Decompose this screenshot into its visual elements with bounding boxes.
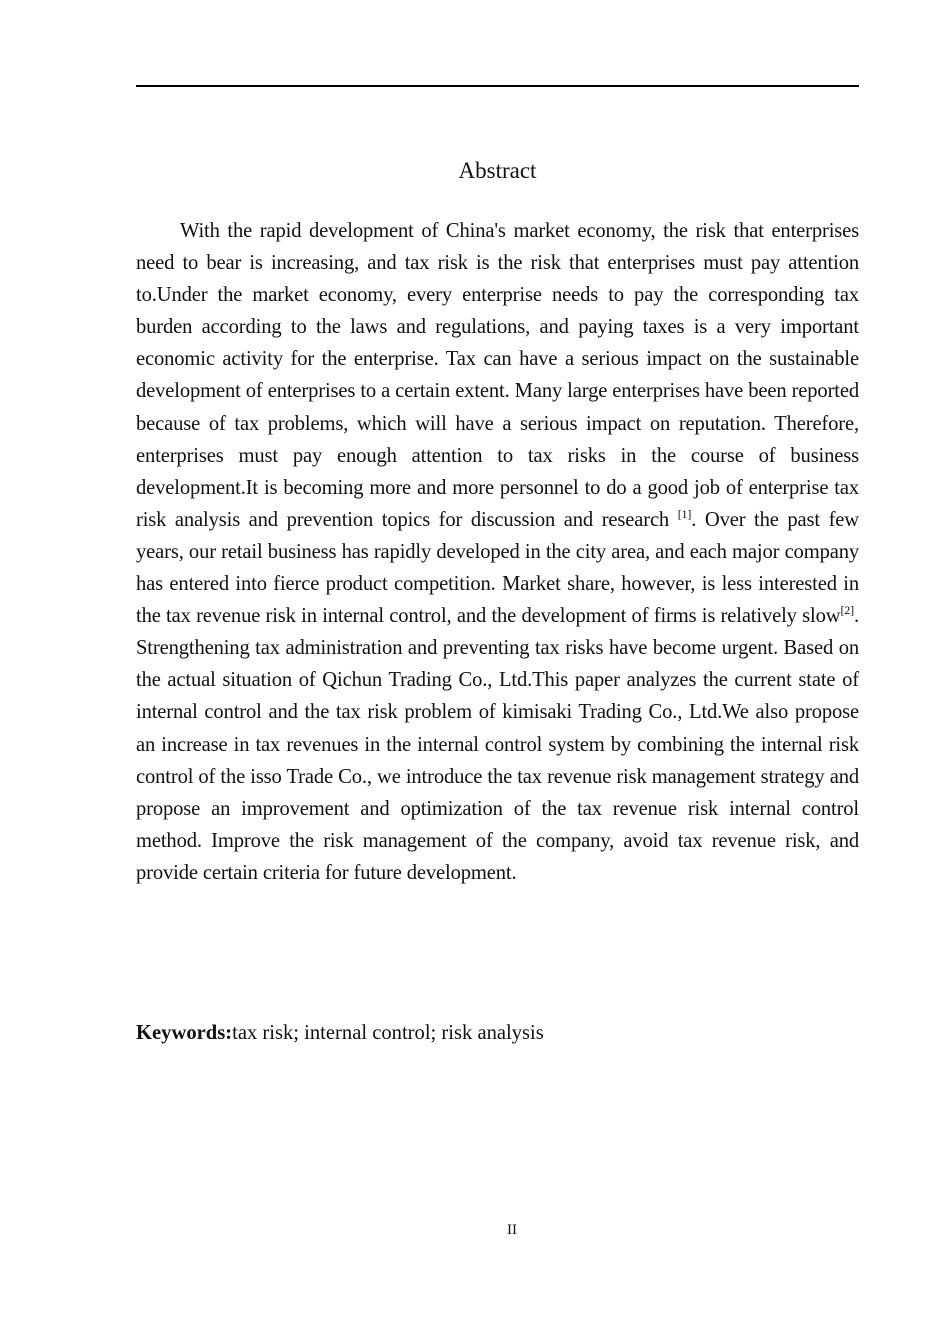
citation-1: [1] [677, 506, 692, 521]
abstract-title: Abstract [458, 158, 537, 183]
header-rule [136, 85, 859, 87]
abstract-body [136, 215, 859, 889]
keywords-label: Keywords: [136, 1022, 233, 1044]
keywords-value: tax risk; internal control; risk analysis [232, 1022, 544, 1044]
abstract-text-part-3: . Strengthening tax administration and preventing tax risks have become urgent. Based on the actual situation of Qichun Trading Co., Ltd.This paper analyzes the current state of internal control and the tax risk problem of kimisaki Trading Co., Ltd.We also propose an increase in tax revenues in the internal control system by combining the internal risk control of the isso Trade Co., we introduce the tax revenue risk management strategy and propose an improvement and optimization of the tax revenue risk internal control method. Improve the risk management of the company, avoid tax revenue risk, and provide certain criteria for future development. [136, 605, 859, 884]
abstract-text-part-2: . Over the past few years, our retail business has rapidly developed in the city area, and each major company has entered into fierce product competition. Market share, however, is less interested in the tax revenue risk in internal control, and the development of firms is relatively slow [136, 508, 859, 628]
abstract-text-part-1: With the rapid development of China's market economy, the risk that enterprises need to bear is increasing, and tax risk is the risk that enterprises must pay attention to.Under the market economy, every enterprise needs to pay the corresponding tax burden according to the laws and regulations, and paying taxes is a very important economic activity for the enterprise. Tax can have a serious impact on the sustainable development of enterprises to a certain extent. Many large enterprises have been reported because of tax problems, which will have a serious impact on reputation. Therefore, enterprises must pay enough attention to tax risks in the course of business development.It is becoming more and more personnel to do a good job of enterprise tax risk analysis and prevention topics for discussion and research [136, 220, 859, 531]
page-number: II [507, 1222, 517, 1238]
citation-2: [2] [840, 603, 854, 618]
keywords-line [136, 1017, 859, 1049]
